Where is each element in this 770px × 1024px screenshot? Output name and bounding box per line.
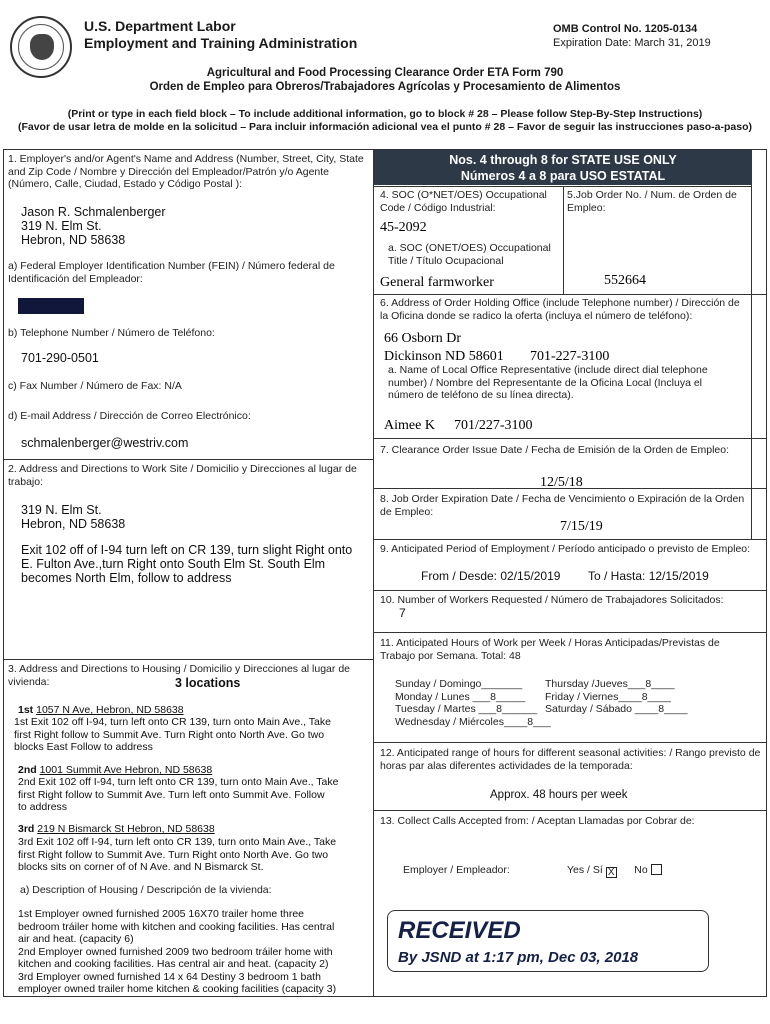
expiration-job-date[interactable]: 7/15/19 [560,519,603,534]
block6-label [380,297,740,322]
divider-b6 [374,294,767,295]
divider-b9 [374,539,767,540]
block1-label-line: and Zip Code / Nombre y Dirección del Empleador/Patrón y/o Agente [8,165,330,178]
employer-city: Hebron, ND 58638 [21,233,126,247]
housing-1[interactable] [18,704,184,717]
omb-info [553,22,711,50]
divider-b7 [374,438,767,439]
office-city[interactable]: Dickinson ND 58601 [384,349,504,364]
no-checkbox[interactable] [651,864,662,875]
received-stamp [387,910,709,972]
admin-name: Employment and Training Administration [84,35,358,51]
block1-label [8,153,364,191]
block6a-label-line: número de teléfono de su línea directa). [388,389,574,401]
block5-label-line: 5.Job Order No. / Num. de Orden de [567,189,737,201]
block3-label-line: vivienda: [8,675,50,688]
housing-1-dir: blocks East Follow to address [14,741,153,753]
workers-requested[interactable]: 7 [399,606,406,620]
locations-count: 3 locations [175,676,241,690]
housing-2[interactable] [18,764,212,777]
block9-label: 9. Anticipated Period of Employment / Período anticipado o previsto de Empleo: [380,543,751,555]
block4a-label-line: Title / Título Ocupacional [388,254,504,267]
worksite-street: 319 N. Elm St. [21,503,102,517]
fein-label [8,260,335,285]
block2-label-line: 2. Address and Directions to Work Site / Domicilio y Direcciones al lugar de [8,463,357,475]
housing-desc-line: kitchen and cooking facilities. Has central air and heat. (capacity 2) [18,958,329,970]
block6a-label-line: number) / Nombre del Representante de la Oficina Local (Incluya el [388,376,702,389]
instructions-es: (Favor de usar letra de molde en la solicitud – Para incluir información adicional vea el punto # 28 – Favor de seguir las instrucciones paso-a-paso) [17,121,753,133]
block12-label-line: 12. Anticipated range of hours for different seasonal activities: / Rango previsto de [380,747,761,759]
form-title [0,66,770,94]
worksite-address[interactable] [21,503,125,531]
block4-label-line: Code / Código Industrial: [380,201,496,214]
block5-label-line: Empleo: [567,201,606,214]
divider-b5 [563,186,564,294]
block1-label-line: 1. Employer's and/or Agent's Name and Address (Number, Street, City, State [8,153,364,165]
column-divider [373,149,374,997]
hours-monday: Monday / Lunes ___8_____ [395,690,526,703]
block4-label [380,189,547,214]
housing-desc-line: 2nd Employer owned furnished 2009 two bedroom tráiler home with [18,945,333,958]
housing-1-head: 1st [18,704,34,716]
form-title-es: Orden de Empleo para Obreros/Trabajadores Agrícolas y Procesamiento de Alimentos [149,81,621,93]
to-date[interactable]: To / Hasta: 12/15/2019 [588,569,709,583]
block11-label-line: 11. Anticipated Hours of Work per Week / Horas Anticipadas/Previstas de [380,637,720,649]
hours-wednesday: Wednesday / Miércoles____8___ [395,715,551,728]
employer-label: Employer / Empleador: [403,864,510,876]
employer-name: Jason R. Schmalenberger [21,205,166,219]
housing-3[interactable] [18,823,215,836]
housing-2-address: 1001 Summit Ave Hebron, ND 58638 [39,764,213,776]
phone-label: b) Telephone Number / Número de Teléfono: [8,327,215,339]
soc-title[interactable]: General farmworker [380,275,494,290]
housing-2-dir: 2nd Exit 102 off I-94, turn left onto CR 139, turn onto Main Ave., Take [18,776,339,788]
divider-b11 [374,632,767,633]
housing-desc-line: 3rd Employer owned furnished 14 x 64 Destiny 3 bedroom 1 bath [18,970,321,983]
agency-header [84,18,357,52]
block11-label [380,637,720,662]
divider-b3 [3,659,373,660]
housing-2-dir: to address [18,801,68,813]
employer-street: 319 N. Elm St. [21,219,102,233]
instructions-en: (Print or type in each field block – To include additional information, go to block # 28 – Please follow Step-By-Step Instructions) [67,108,703,120]
block4-label-line: 4. SOC (O*NET/OES) Occupational [380,189,547,201]
block2-label [8,463,357,488]
block12-label [380,747,760,772]
rep-name[interactable]: Aimee K [384,418,435,433]
block6-label-line: la Oficina donde se radico la oferta (incluya el número de teléfono): [380,309,693,322]
housing-1-address: 1057 N Ave, Hebron, ND 58638 [36,704,184,716]
housing-1-dir: first Right follow to Summit Ave. Turn Right onto North Ave. Go two [14,728,325,741]
block8-label-line: 8. Job Order Expiration Date / Fecha de Vencimiento o Expiración de la Orden [380,493,745,505]
housing-desc-line: bedroom tráiler home with kitchen and cooking facilities. Has central [18,920,335,933]
block10-label: 10. Number of Workers Requested / Número de Trabajadores Solicitados: [380,594,724,606]
fein-redacted [18,298,84,314]
housing-desc-line: air and heat. (capacity 6) [18,933,134,945]
worksite-directions-line: E. Fulton Ave.,turn Right onto South Elm St. South Elm [21,557,326,571]
block6a-label-line: a. Name of Local Office Representative (include direct dial telephone [388,364,708,376]
block1-label-line: (Número, Calle, Ciudad, Estado y Código Postal ): [8,178,243,190]
office-phone[interactable]: 701-227-3100 [530,349,610,364]
office-street[interactable]: 66 Osborn Dr [384,331,461,346]
divider-b2 [3,459,373,460]
housing-1-dir: 1st Exit 102 off I-94, turn left onto CR 139, turn onto Main Ave., Take [14,716,331,728]
state-use-es: Números 4 a 8 para USO ESTATAL [460,169,666,183]
block6a-label [388,364,708,402]
housing-desc-line: 1st Employer owned furnished 2005 16X70 trailer home three [18,908,305,920]
issue-date[interactable]: 12/5/18 [540,475,583,490]
block3-label-line: 3. Address and Directions to Housing / Domicilio y Direcciones al lugar de [8,663,350,675]
block8-label-line: de Empleo: [380,505,434,518]
form-title-en: Agricultural and Food Processing Clearance Order ETA Form 790 [206,67,564,79]
state-use-banner [374,150,752,185]
divider-b13 [374,810,767,811]
worksite-directions-line: becomes North Elm, follow to address [21,571,232,585]
housing-3-head: 3rd [18,823,35,835]
housing-desc-line: employer owned trailer home kitchen & cooking facilities (capacity 3) [18,983,337,995]
soc-code[interactable]: 45-2092 [380,220,427,235]
rep-phone[interactable]: 701/227-3100 [454,418,533,433]
eagle-icon [30,34,54,60]
block2-label-line: trabajo: [8,475,44,488]
block7-label: 7. Clearance Order Issue Date / Fecha de Emisión de la Orden de Empleo: [380,444,730,456]
dept-name: U.S. Department Labor [84,18,236,34]
hours-left-col[interactable] [395,678,551,728]
housing-2-dir: first Right follow to Summit Ave. Turn left onto Summit Ave. Follow [18,788,325,801]
housing-2-directions [18,776,338,814]
no-label: No [634,864,648,876]
housing-3-directions [18,836,336,874]
housing-3-dir: first Right follow to Summit Ave. Turn Right onto North Ave. Go two [18,848,329,861]
collect-calls-options [567,864,662,878]
fein-label-line: a) Federal Employer Identification Number (FEIN) / Número federal de [8,260,335,272]
divider-b12 [374,742,767,743]
hours-friday: Friday / Viernes____8____ [545,690,671,703]
stamp-received: RECEIVED [398,917,521,944]
omb-control: OMB Control No. 1205-0134 [553,23,698,35]
worksite-city: Hebron, ND 58638 [21,517,126,531]
block4a-label [388,242,551,267]
hours-saturday: Saturday / Sábado ____8____ [545,703,688,715]
yes-checkbox[interactable]: X [606,867,617,878]
housing-desc-label: a) Description of Housing / Descripción de la vivienda: [20,884,272,896]
email-label: d) E-mail Address / Dirección de Correo Electrónico: [8,410,251,422]
employer-address[interactable] [21,205,166,247]
state-use-en: Nos. 4 through 8 for STATE USE ONLY [449,153,677,167]
housing-3-address: 219 N Bismarck St Hebron, ND 58638 [37,823,215,835]
block12-label-line: horas par alas diferentes actividades de la temporada: [380,759,633,772]
fax-label: c) Fax Number / Número de Fax: N/A [8,380,182,392]
form-instructions [0,108,770,134]
stamp-detail: By JSND at 1:17 pm, Dec 03, 2018 [398,949,639,966]
job-order-number[interactable]: 552664 [604,273,646,288]
block5-label [567,189,737,214]
yes-label: Yes / Sí [567,864,603,876]
housing-3-dir: blocks sits on corner of of N Ave. and N Bismarck St. [18,861,264,873]
from-date[interactable]: From / Desde: 02/15/2019 [421,569,561,583]
phone-value[interactable]: 701-290-0501 [21,351,99,365]
housing-2-head: 2nd [18,764,37,776]
fein-label-line: Identificación del Empleador: [8,272,143,285]
worksite-directions-line: Exit 102 off of I-94 turn left on CR 139, turn slight Right onto [21,543,353,557]
block4a-label-line: a. SOC (ONET/OES) Occupational [388,242,551,254]
block6-label-line: 6. Address of Order Holding Office (include Telephone number) / Dirección de [380,297,740,309]
hours-right-col[interactable] [545,678,687,716]
divider-b10 [374,590,767,591]
housing-descriptions[interactable] [18,908,336,996]
hours-range[interactable]: Approx. 48 hours per week [490,789,628,801]
expiration-date: Expiration Date: March 31, 2019 [553,37,711,49]
block11-label-line: Trabajo por Semana. Total: 48 [380,649,521,662]
state-box-edge [751,150,752,539]
block13-label: 13. Collect Calls Accepted from: / Aceptan Llamadas por Cobrar de: [380,815,695,827]
hours-thursday: Thursday /Jueves___8____ [545,678,675,690]
block8-label [380,493,744,518]
housing-1-directions [14,716,331,754]
hours-sunday: Sunday / Domingo_______ [395,678,523,690]
housing-3-dir: 3rd Exit 102 off I-94, turn left onto CR 139, turn onto Main Ave., Take [18,836,337,848]
email-value[interactable]: schmalenberger@westriv.com [21,436,189,450]
hours-tuesday: Tuesday / Martes ___8______ [395,703,538,715]
worksite-directions[interactable] [21,543,352,585]
